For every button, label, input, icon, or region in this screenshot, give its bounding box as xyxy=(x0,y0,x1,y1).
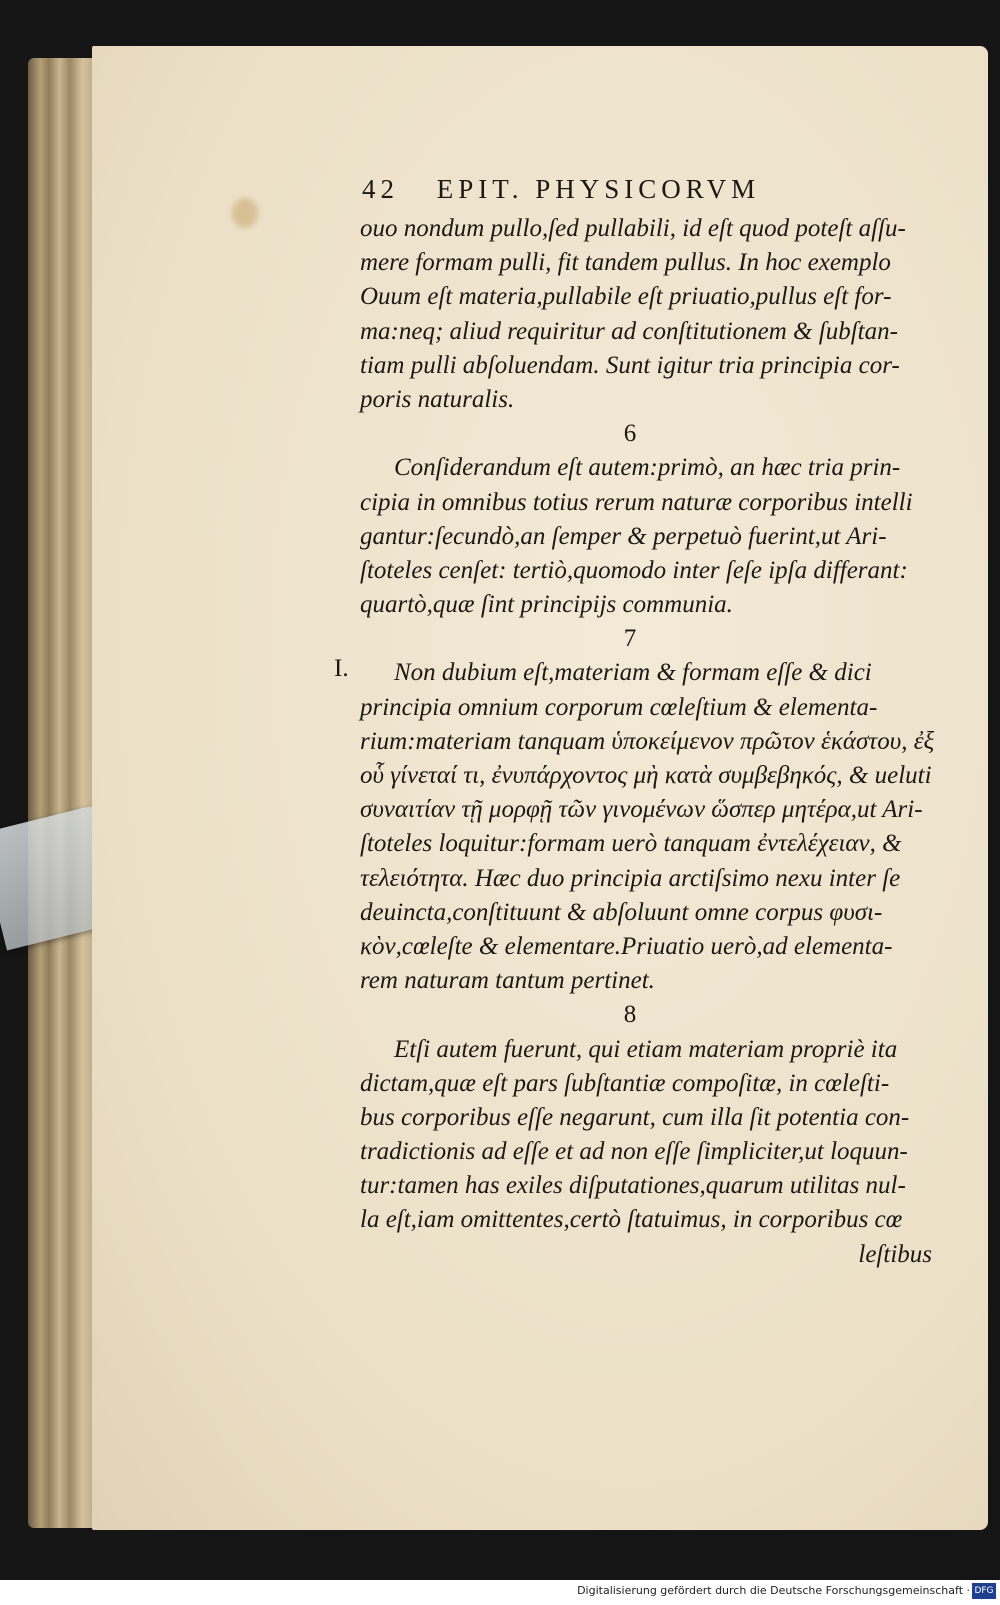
text-line: principia omnium corporum cœleſtium & elementa- xyxy=(360,693,878,721)
digitization-footer xyxy=(0,1580,1000,1605)
text-line: συναιτίαν τῇ μορφῇ τῶν γινομένων ὥσπερ μητέρα,ut Ari- xyxy=(360,796,923,824)
section-number: 7 xyxy=(623,625,637,653)
text-line: ſtoteles loquitur:formam uerò tanquam ἐντελέχειαν, & xyxy=(360,830,902,858)
text-line: leſtibus xyxy=(858,1240,932,1268)
text-line: rium:materiam tanquam ὑποκείμενον πρῶτον ἑκάστου, ἐξ xyxy=(360,727,935,755)
text-line: tur:tamen has exiles diſputationes,quarum utilitas nul- xyxy=(360,1172,906,1200)
text-line: mere formam pulli, fit tandem pullus. In hoc exemplo xyxy=(360,249,891,277)
text-line: quartò,quæ ſint principijs communia. xyxy=(360,591,733,619)
text-line: deuincta,conſtituunt & abſoluunt omne corpus φυσι- xyxy=(360,898,883,926)
page-number: 42 xyxy=(362,174,399,204)
footer-credit: Digitalisierung gefördert durch die Deutsche Forschungsgemeinschaft · xyxy=(577,1584,970,1597)
margin-note: I. xyxy=(334,655,349,682)
text-line: bus corporibus eſſe negarunt, cum illa ſit potentia con- xyxy=(360,1103,910,1131)
running-header xyxy=(362,174,902,214)
text-line: ouo nondum pullo,ſed pullabili, id eſt quod poteſt aſſu- xyxy=(360,215,906,242)
text-line: ſtoteles cenſet: tertiò,quomodo inter ſeſe ipſa differant: xyxy=(360,556,908,584)
text-line: τελειότητα. Hæc duo principia arctiſsimo nexu inter ſe xyxy=(360,864,901,892)
text-line: κὸν,cœleſte & elementare.Priuatio uerò,ad elementa- xyxy=(360,932,893,960)
text-line: οὗ γίνεταί τι, ἐνυπάρχοντος μὴ κατὰ συμβεβηκός, & ueluti xyxy=(360,762,932,789)
running-title: EPIT. PHYSICORVM xyxy=(436,174,761,204)
dfg-logo: DFG xyxy=(972,1583,996,1599)
text-line: Etſi autem fuerunt, qui etiam materiam propriè ita xyxy=(394,1035,898,1063)
text-line: poris naturalis. xyxy=(360,385,515,413)
text-line: Conſiderandum eſt autem:primò, an hæc tria prin- xyxy=(394,454,901,482)
body-text xyxy=(360,212,940,1272)
text-line: tiam pulli abſoluendam. Sunt igitur tria principia cor- xyxy=(360,351,900,379)
text-line: gantur:ſecundò,an ſemper & perpetuò fuerint,ut Ari- xyxy=(360,522,887,550)
page-stain xyxy=(232,198,258,228)
section-number: 6 xyxy=(623,420,637,448)
text-line: rem naturam tantum pertinet. xyxy=(360,967,655,995)
section-number: 8 xyxy=(623,1001,637,1029)
text-line: la eſt,iam omittentes,certò ſtatuimus, in corporibus cœ xyxy=(360,1206,903,1234)
text-line: Ouum eſt materia,pullabile eſt priuatio,pullus eſt for- xyxy=(360,283,892,311)
book-fore-edge xyxy=(28,58,98,1528)
text-line: tradictionis ad eſſe et ad non eſſe ſimpliciter,ut loquun- xyxy=(360,1138,908,1166)
text-line: cipia in omnibus totius rerum naturæ corporibus intelli xyxy=(360,488,913,516)
text-line: dictam,quæ eſt pars ſubſtantiæ compoſitæ, in cœleſti- xyxy=(360,1069,890,1097)
text-line: ma:neq; aliud requiritur ad conſtitutionem & ſubſtan- xyxy=(360,317,898,345)
text-line: Non dubium eſt,materiam & formam eſſe & dici xyxy=(394,659,872,687)
